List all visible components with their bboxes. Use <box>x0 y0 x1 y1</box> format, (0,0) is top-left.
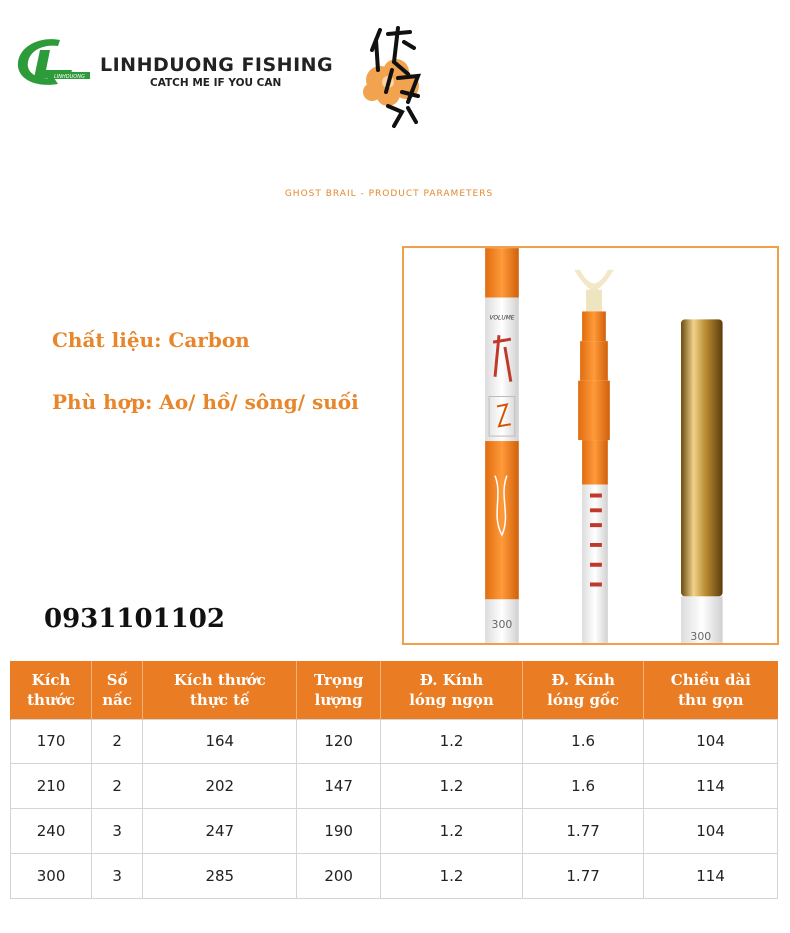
cell-actual-size: 164 <box>143 719 297 763</box>
cell-actual-size: 247 <box>143 808 297 853</box>
cell-tip-diameter: 1.2 <box>380 808 522 853</box>
cell-sections: 2 <box>92 719 143 763</box>
cell-closed-length: 104 <box>644 719 778 763</box>
table-row <box>11 719 778 763</box>
svg-text:300: 300 <box>690 629 712 643</box>
cell-sections: 3 <box>92 853 143 898</box>
header-weight: Trọng lượng <box>297 661 381 719</box>
cell-weight: 200 <box>297 853 381 898</box>
usage-spec: Phù hợp: Ao/ hồ/ sông/ suối <box>52 390 359 414</box>
cell-actual-size: 285 <box>143 853 297 898</box>
linhduong-logo-icon <box>14 34 92 90</box>
calligraphy-emblem-icon <box>358 22 438 132</box>
cell-closed-length: 114 <box>644 763 778 808</box>
cell-closed-length: 114 <box>644 853 778 898</box>
cell-weight: 147 <box>297 763 381 808</box>
table-row <box>11 808 778 853</box>
cell-weight: 190 <box>297 808 381 853</box>
cell-sections: 3 <box>92 808 143 853</box>
cell-actual-size: 202 <box>143 763 297 808</box>
cell-tip-diameter: 1.2 <box>380 719 522 763</box>
cell-size: 210 <box>11 763 92 808</box>
cell-tip-diameter: 1.2 <box>380 763 522 808</box>
cell-size: 300 <box>11 853 92 898</box>
svg-text:VOLUME: VOLUME <box>489 314 515 322</box>
svg-text:300: 300 <box>491 618 513 632</box>
header-size: Kích thước <box>11 661 92 719</box>
header-tip-diameter: Đ. Kính lóng ngọn <box>380 661 522 719</box>
header-butt-diameter: Đ. Kính lóng gốc <box>523 661 644 719</box>
header-actual-size: Kích thước thực tế <box>143 661 297 719</box>
cell-butt-diameter: 1.6 <box>523 719 644 763</box>
brand-slogan: CATCH ME IF YOU CAN <box>150 77 282 89</box>
cell-size: 240 <box>11 808 92 853</box>
header-sections: Số nấc <box>92 661 143 719</box>
cell-closed-length: 104 <box>644 808 778 853</box>
brand-logo <box>14 34 334 94</box>
product-parameters-table <box>10 661 778 899</box>
cell-sections: 2 <box>92 763 143 808</box>
table-row <box>11 763 778 808</box>
material-spec: Chất liệu: Carbon <box>52 328 250 352</box>
cell-tip-diameter: 1.2 <box>380 853 522 898</box>
cell-weight: 120 <box>297 719 381 763</box>
table-row <box>11 853 778 898</box>
rod-illustration-icon <box>404 248 777 643</box>
table-header-row <box>11 661 778 719</box>
cell-butt-diameter: 1.77 <box>523 853 644 898</box>
cell-butt-diameter: 1.77 <box>523 808 644 853</box>
phone-number: 0931101102 <box>44 604 225 634</box>
svg-text:LINHDUONG: LINHDUONG <box>54 74 85 80</box>
header-closed-length: Chiều dài thu gọn <box>644 661 778 719</box>
cell-butt-diameter: 1.6 <box>523 763 644 808</box>
product-photo <box>402 246 779 645</box>
cell-size: 170 <box>11 719 92 763</box>
brand-name: LINHDUONG FISHING <box>100 54 334 76</box>
product-subtitle: GHOST BRAIL - PRODUCT PARAMETERS <box>284 189 494 199</box>
